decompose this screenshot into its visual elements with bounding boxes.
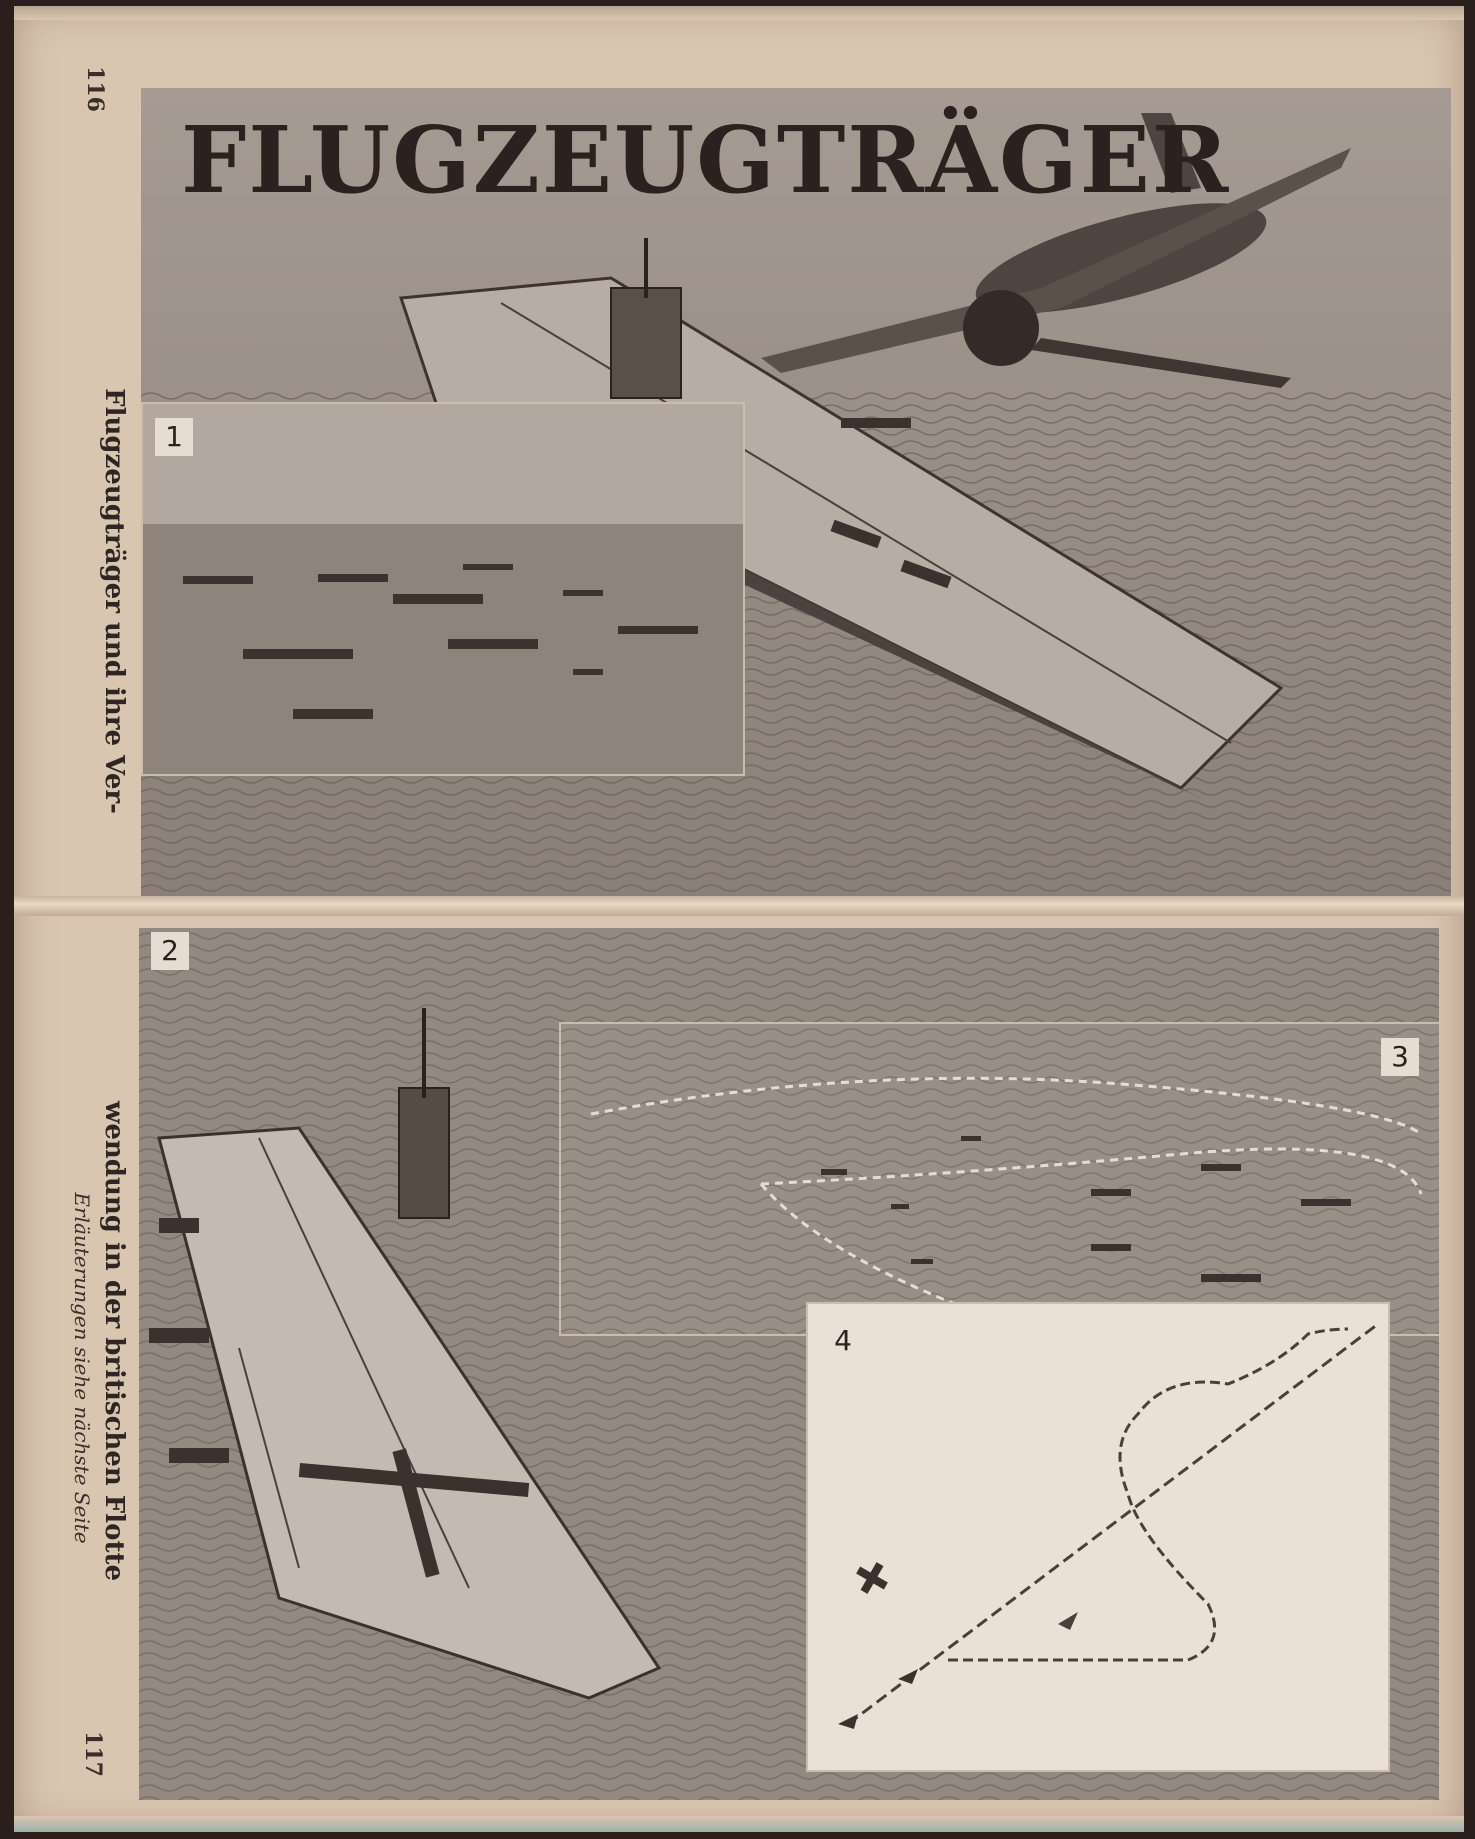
caption-note: Erläuterungen siehe nächste Seite [70,1192,94,1544]
bottom-illustration-plate [139,928,1439,1800]
landing-path-diagram [808,1304,1388,1770]
figure-label-4: 4 [834,1324,852,1357]
carrier-island [611,288,681,398]
zigzag-formation-illustration [561,1024,1439,1334]
figure-label-1: 1 [155,418,193,456]
inset-zigzag-formation [559,1022,1439,1336]
inset-fleet-formation [141,402,745,776]
figure-label-2: 2 [151,932,189,970]
page-edge-top [14,6,1464,20]
page-edge-bottom [14,1816,1464,1832]
center-fold [14,896,1464,916]
figure-label-3: 3 [1381,1038,1419,1076]
book-spread [14,6,1464,1832]
caption-line-1: Flugzeugträger und ihre Ver- [99,388,129,814]
caption-line-2: wendung in der britischen Flotte [99,1100,129,1582]
page-number-bottom: 117 [79,1731,106,1777]
inset-landing-diagram [806,1302,1390,1772]
page-number-top: 116 [81,66,108,112]
carrier-island-closeup [399,1088,449,1218]
caption-column [70,366,144,1582]
fleet-formation-illustration [143,404,743,774]
plate-title: FLUGZEUGTRÄGER [181,106,1231,214]
top-illustration-plate [141,88,1451,908]
